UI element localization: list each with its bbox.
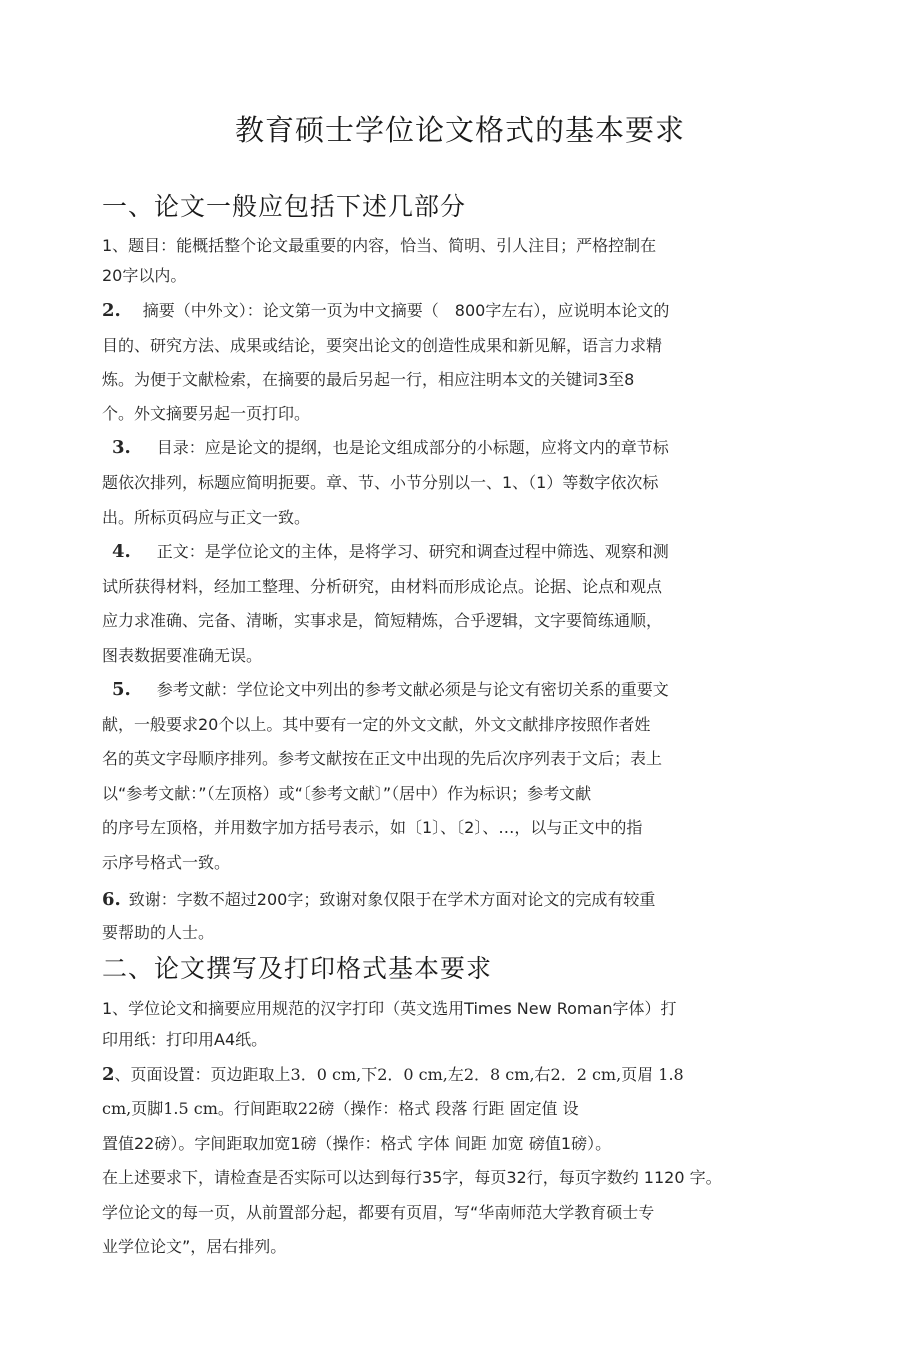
s1-item2-line3: 炼。为便于文献检索，在摘要的最后另起一行，相应注明本文的关键词3至8	[102, 370, 635, 389]
item-text: 致谢：字数不超过200字；致谢对象仅限于在学术方面对论文的完成有较重	[128, 890, 656, 909]
s1-item4-line1	[112, 541, 669, 563]
section-1-heading: 一、论文一般应包括下述几部分	[102, 192, 467, 221]
s1-item3-line2: 题依次排列，标题应简明扼要。章、节、小节分别以一、1、（1）等数字依次标	[102, 473, 659, 492]
s1-item5-line1	[112, 679, 669, 701]
s1-item5-line5: 的序号左顶格，并用数字加方括号表示，如〔1〕、〔2〕、…，以与正文中的指	[102, 818, 643, 837]
s1-item2-line2: 目的、研究方法、成果或结论，要突出论文的创造性成果和新见解，语言力求精	[102, 336, 663, 355]
s2-para3: 在上述要求下，请检查是否实际可以达到每行35字，每页32行，每页字数约 1120 字。	[102, 1168, 722, 1187]
item-number: 2.	[102, 300, 121, 321]
s1-item2-line1	[102, 300, 669, 322]
s1-item1-line2: 20字以内。	[102, 266, 187, 285]
item-text: 目录：应是论文的提纲，也是论文组成部分的小标题，应将文内的章节标	[156, 438, 669, 457]
document-title: 教育硕士学位论文格式的基本要求	[234, 113, 685, 147]
item-text: 参考文献：学位论文中列出的参考文献必须是与论文有密切关系的重要文	[156, 680, 669, 699]
s2-para4-line2: 业学位论文”，居右排列。	[102, 1237, 287, 1256]
item-text: 摘要（中外文）：论文第一页为中文摘要（ 800字左右），应说明本论文的	[142, 301, 670, 320]
s1-item2-line4: 个。外文摘要另起一页打印。	[102, 404, 311, 423]
section-2-heading: 二、论文撰写及打印格式基本要求	[102, 954, 493, 983]
s1-item1-line1: 1、题目：能概括整个论文最重要的内容，恰当、简明、引人注目；严格控制在	[102, 236, 657, 255]
s1-item3-line1	[112, 437, 669, 459]
s1-item6-line1	[102, 889, 655, 911]
s2-item2-line1	[102, 1064, 684, 1086]
s1-item5-line4: 以“参考文献：”（左顶格）或“〔参考文献〕”（居中）作为标识；参考文献	[102, 784, 592, 803]
item-text: 、页面设置：页边距取上3．0 cm,下2．0 cm,左2．8 cm,右2．2 cm,页眉 1.8	[114, 1065, 684, 1084]
s2-item2-line3: 置值22磅）。字间距取加宽1磅（操作：格式 字体 间距 加宽 磅值1磅）。	[102, 1134, 612, 1153]
s1-item5-line3: 名的英文字母顺序排列。参考文献按在正文中出现的先后次序列表于文后；表上	[102, 749, 663, 768]
s2-para4-line1: 学位论文的每一页，从前置部分起，都要有页眉，写“华南师范大学教育硕士专	[102, 1203, 655, 1222]
s1-item4-line3: 应力求准确、完备、清晰，实事求是，简短精炼，合乎逻辑，文字要简练通顺，	[102, 611, 663, 630]
s1-item5-line6: 示序号格式一致。	[102, 853, 231, 872]
s1-item3-line3: 出。所标页码应与正文一致。	[102, 508, 311, 527]
item-text: 正文：是学位论文的主体，是将学习、研究和调查过程中筛选、观察和测	[156, 542, 669, 561]
item-number: 3.	[112, 437, 131, 458]
item-number: 2	[102, 1064, 115, 1085]
item-number: 4.	[112, 541, 131, 562]
item-number: 6.	[102, 889, 121, 910]
s2-item1-line2: 印用纸：打印用A4纸。	[102, 1030, 268, 1049]
s1-item4-line2: 试所获得材料，经加工整理、分析研究，由材料而形成论点。论据、论点和观点	[102, 577, 663, 596]
s1-item5-line2: 献，一般要求20个以上。其中要有一定的外文文献，外文文献排序按照作者姓	[102, 715, 651, 734]
s1-item4-line4: 图表数据要准确无误。	[102, 646, 263, 665]
item-number: 5.	[112, 679, 131, 700]
s1-item6-line2: 要帮助的人士。	[102, 923, 215, 942]
s2-item2-line2: cm,页脚1.5 cm。行间距取22磅（操作：格式 段落 行距 固定值 设	[102, 1099, 579, 1118]
s2-item1-line1: 1、学位论文和摘要应用规范的汉字打印（英文选用Times New Roman字体）打	[102, 999, 677, 1018]
